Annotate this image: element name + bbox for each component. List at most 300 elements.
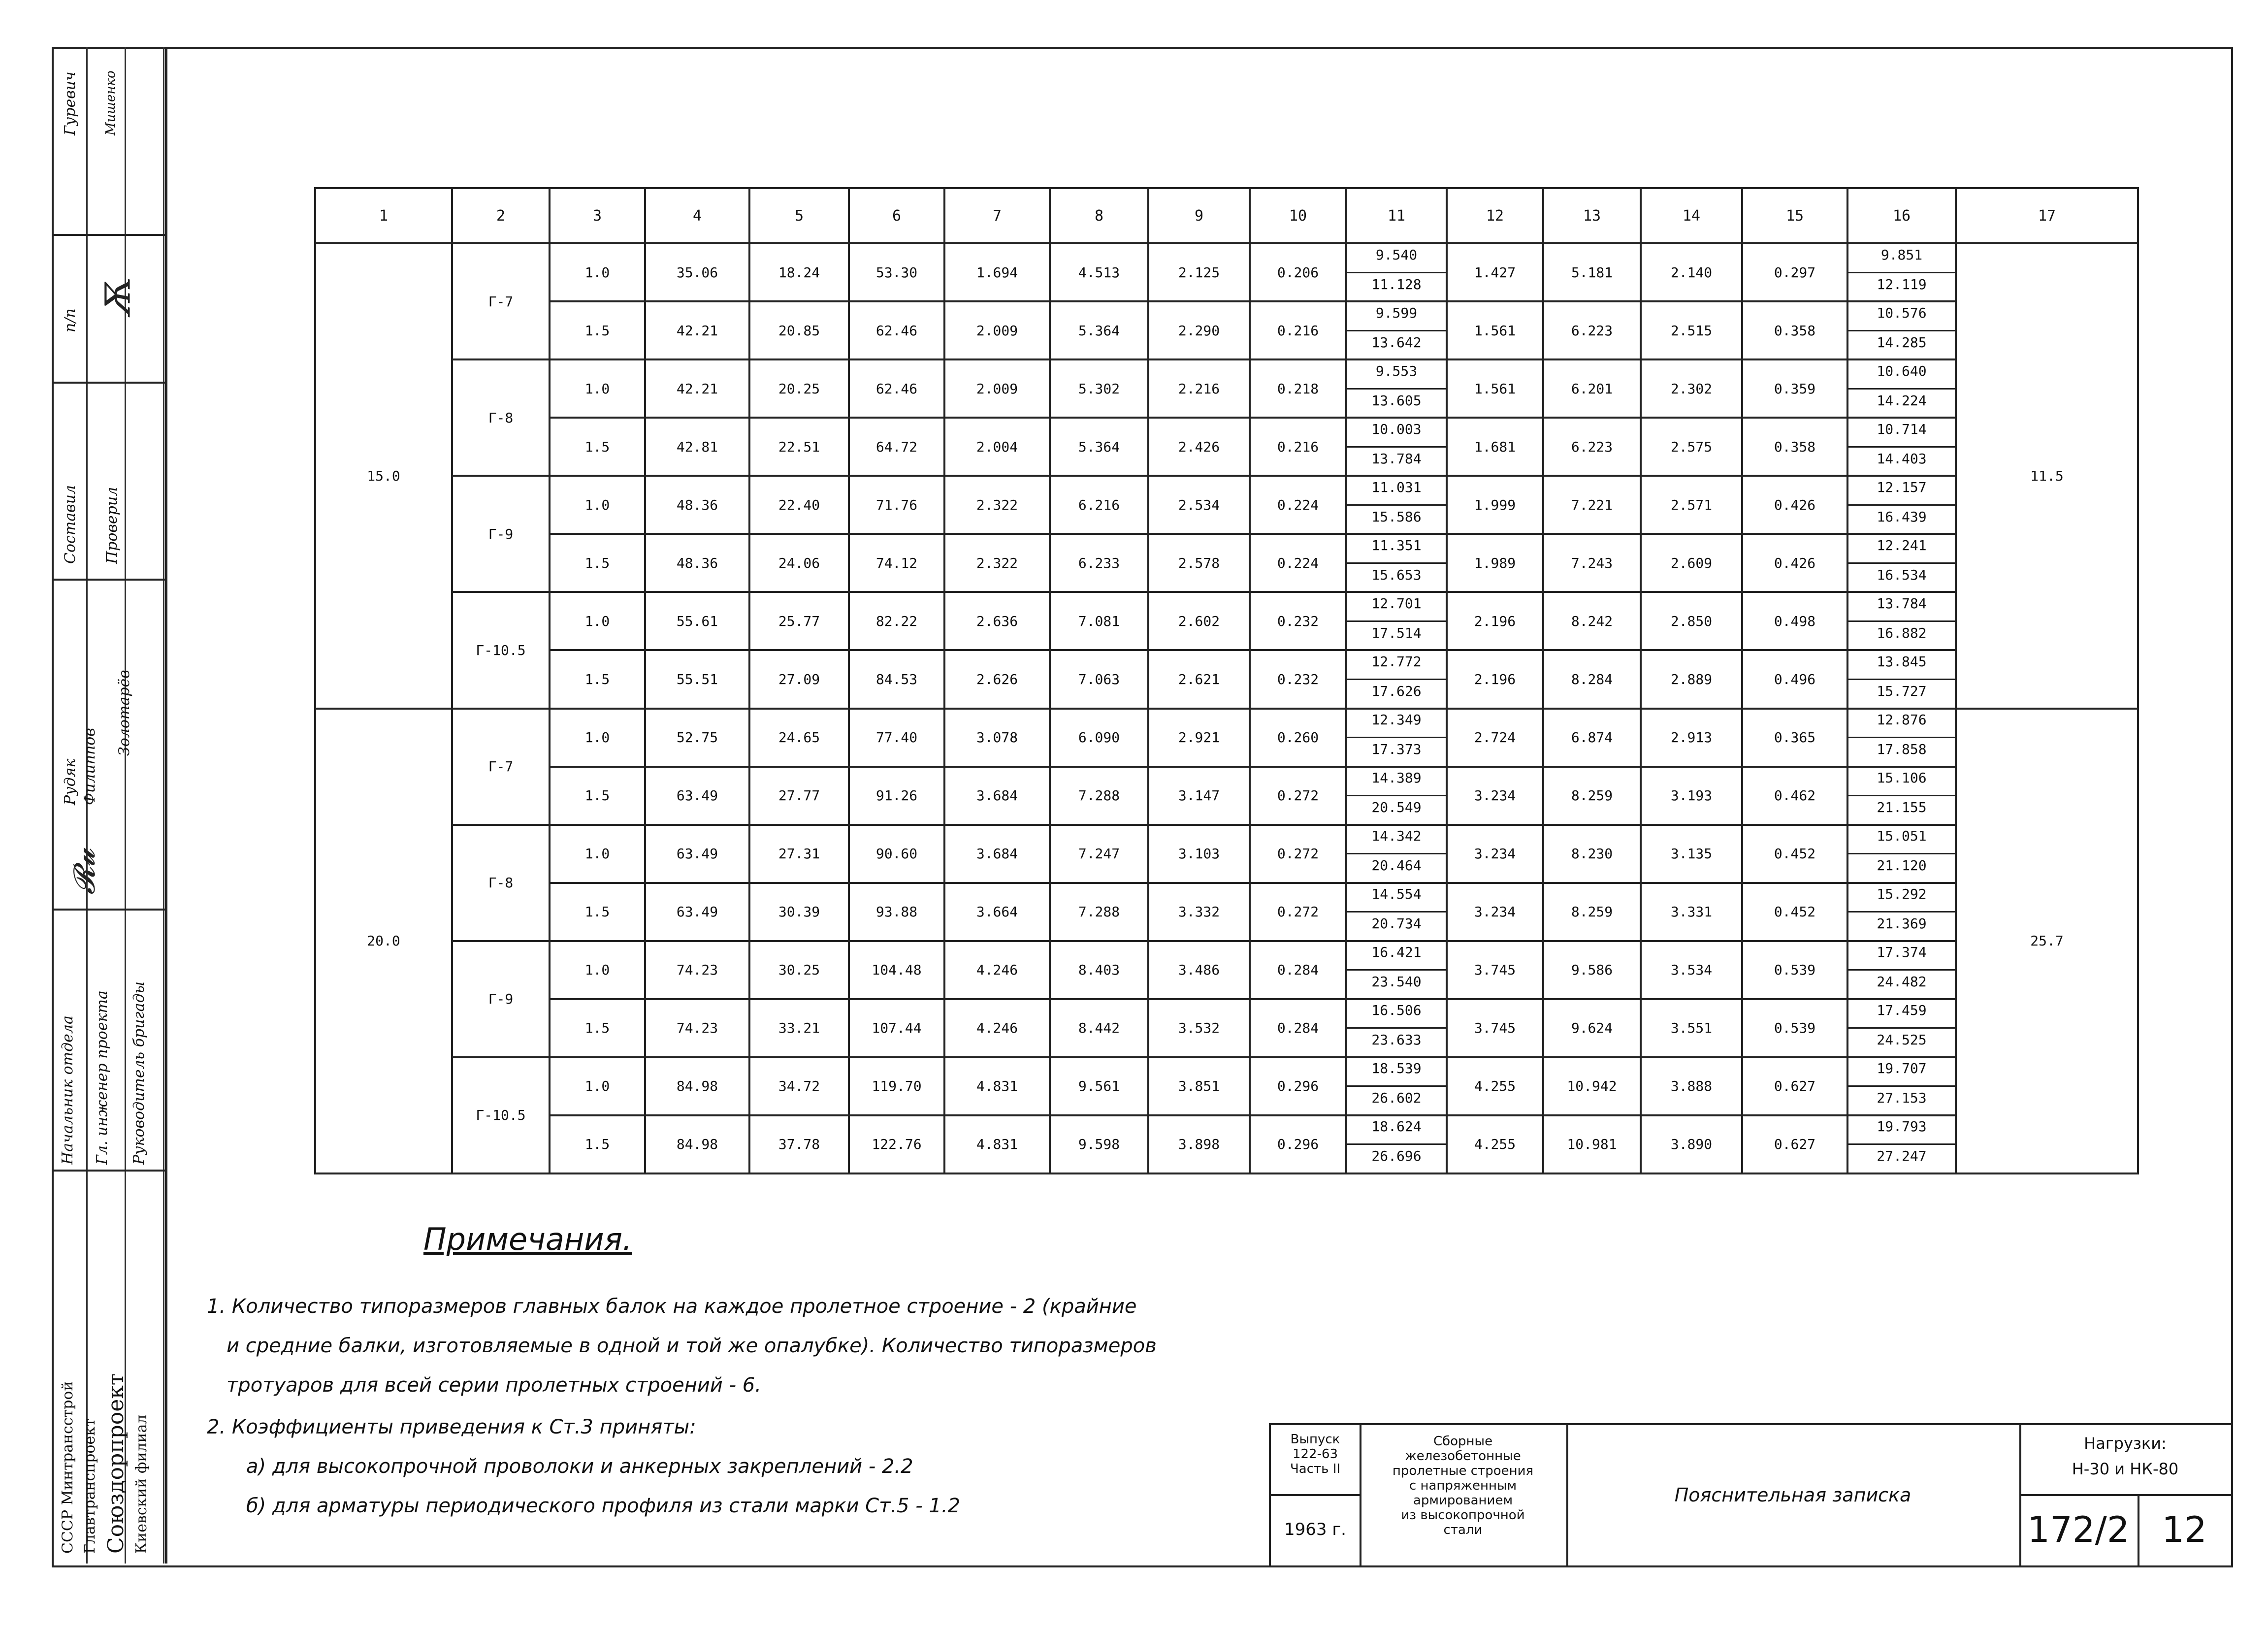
split-value-top: 9.851 (1848, 244, 1955, 273)
value-cell: 3.135 (1641, 825, 1742, 883)
value-cell: 74.12 (849, 534, 944, 592)
table-row (315, 1115, 2138, 1173)
value-cell: 1.0 (550, 243, 645, 301)
value-cell: 2.575 (1641, 418, 1742, 476)
note-line-6: б) для арматуры периодического профиля из стали марки Ст.5 - 1.2 (246, 1495, 961, 1517)
value-cell: 1.5 (550, 1115, 645, 1173)
split-value-top: 19.793 (1848, 1115, 1955, 1145)
value-cell: 1.5 (550, 883, 645, 941)
split-value-cell (1847, 709, 1956, 767)
beam-type-cell: Г-7 (452, 709, 550, 825)
value-cell: 2.571 (1641, 476, 1742, 534)
table-row (315, 825, 2138, 883)
value-cell: 5.181 (1543, 243, 1641, 301)
value-cell: 3.331 (1641, 883, 1742, 941)
value-cell: 27.09 (749, 650, 849, 708)
split-value-top: 10.576 (1848, 302, 1955, 331)
sidebar-label-checked: Проверил (103, 487, 121, 564)
table-row (315, 359, 2138, 418)
split-value-top: 19.707 (1848, 1057, 1955, 1087)
table-row (315, 999, 2138, 1057)
split-value-bottom: 12.119 (1877, 276, 1927, 293)
value-cell: 22.40 (749, 476, 849, 534)
beam-type-cell: Г-10.5 (452, 1057, 550, 1173)
split-value-top: 14.342 (1347, 825, 1446, 854)
value-cell: 62.46 (849, 359, 944, 418)
signature-mark-1: Ѫ (97, 279, 138, 318)
split-value-cell (1847, 476, 1956, 534)
value-cell: 3.486 (1148, 941, 1250, 999)
value-cell: 2.724 (1447, 709, 1543, 767)
value-cell: 0.462 (1742, 767, 1847, 825)
value-cell: 34.72 (749, 1057, 849, 1115)
value-cell: 8.259 (1543, 883, 1641, 941)
value-cell: 42.21 (645, 359, 749, 418)
value-cell: 1.5 (550, 650, 645, 708)
split-value-top: 18.539 (1347, 1057, 1446, 1087)
value-cell: 8.242 (1543, 592, 1641, 650)
value-cell: 18.24 (749, 243, 849, 301)
sidebar-label-gurevich: Гуревич (62, 71, 79, 135)
split-value-bottom: 15.727 (1877, 683, 1927, 699)
value-cell: 2.913 (1641, 709, 1742, 767)
value-cell: 3.103 (1148, 825, 1250, 883)
sidebar-name-2: Филиппов (81, 728, 98, 805)
sidebar-label-pp: п/п (62, 308, 79, 332)
value-cell: 1.0 (550, 592, 645, 650)
split-value-cell (1346, 650, 1447, 708)
value-cell: 8.259 (1543, 767, 1641, 825)
note-line-1: 1. Количество типоразмеров главных балок на каждое пролетное строение - 2 (крайние (207, 1295, 1137, 1318)
split-value-cell (1847, 301, 1956, 359)
value-cell: 119.70 (849, 1057, 944, 1115)
split-value-top: 15.292 (1848, 883, 1955, 912)
header-cell: 7 (944, 188, 1050, 243)
split-value-bottom: 21.120 (1877, 857, 1927, 874)
value-cell: 0.284 (1250, 999, 1346, 1057)
value-cell: 2.302 (1641, 359, 1742, 418)
stamp-sheet-number: 172/2 (2019, 1494, 2139, 1565)
table-row (315, 941, 2138, 999)
span-length-cell: 15.0 (315, 243, 452, 709)
value-cell: 2.290 (1148, 301, 1250, 359)
split-value-top: 10.003 (1347, 418, 1446, 448)
split-value-cell (1847, 883, 1956, 941)
stamp-load (2019, 1425, 2233, 1496)
value-cell: 2.636 (944, 592, 1050, 650)
value-cell: 3.234 (1447, 883, 1543, 941)
value-cell: 20.25 (749, 359, 849, 418)
value-cell: 3.684 (944, 767, 1050, 825)
value-cell: 6.223 (1543, 418, 1641, 476)
beam-type-cell: Г-9 (452, 941, 550, 1057)
value-cell: 2.850 (1641, 592, 1742, 650)
value-cell: 6.874 (1543, 709, 1641, 767)
value-cell: 91.26 (849, 767, 944, 825)
value-cell: 25.77 (749, 592, 849, 650)
value-cell: 9.598 (1050, 1115, 1148, 1173)
value-cell: 24.06 (749, 534, 849, 592)
value-cell: 6.223 (1543, 301, 1641, 359)
value-cell: 4.831 (944, 1057, 1050, 1115)
value-cell: 2.626 (944, 650, 1050, 708)
value-cell: 9.586 (1543, 941, 1641, 999)
header-cell: 13 (1543, 188, 1641, 243)
title-stamp (1269, 1423, 2231, 1565)
value-cell: 0.206 (1250, 243, 1346, 301)
split-value-bottom: 13.605 (1371, 392, 1422, 409)
split-value-bottom: 14.285 (1877, 334, 1927, 351)
note-line-4: 2. Коэффициенты приведения к Ст.3 приняты: (207, 1416, 696, 1438)
split-value-cell (1847, 825, 1956, 883)
value-cell: 1.999 (1447, 476, 1543, 534)
table-row (315, 243, 2138, 301)
header-cell: 6 (849, 188, 944, 243)
split-value-cell (1847, 592, 1956, 650)
split-value-bottom: 24.525 (1877, 1032, 1927, 1048)
value-cell: 1.5 (550, 301, 645, 359)
value-cell: 0.296 (1250, 1115, 1346, 1173)
sidebar-title-block (52, 47, 167, 1564)
value-cell: 0.218 (1250, 359, 1346, 418)
value-cell: 1.5 (550, 767, 645, 825)
value-cell: 3.534 (1641, 941, 1742, 999)
split-value-top: 14.554 (1347, 883, 1446, 912)
value-cell: 4.831 (944, 1115, 1050, 1173)
split-value-top: 14.389 (1347, 767, 1446, 796)
value-cell: 2.534 (1148, 476, 1250, 534)
split-value-cell (1847, 243, 1956, 301)
beam-type-cell: Г-8 (452, 359, 550, 476)
split-value-bottom: 17.373 (1371, 741, 1422, 758)
value-cell: 1.561 (1447, 301, 1543, 359)
value-cell: 0.539 (1742, 941, 1847, 999)
value-cell: 3.078 (944, 709, 1050, 767)
header-cell: 2 (452, 188, 550, 243)
value-cell: 30.25 (749, 941, 849, 999)
value-cell: 24.65 (749, 709, 849, 767)
value-cell: 2.602 (1148, 592, 1250, 650)
value-cell: 0.358 (1742, 418, 1847, 476)
value-cell: 74.23 (645, 941, 749, 999)
split-value-cell (1346, 709, 1447, 767)
stamp-series-line-2: железобетонные (1405, 1449, 1521, 1464)
split-value-cell (1346, 243, 1447, 301)
split-value-top: 17.459 (1848, 999, 1955, 1029)
value-cell: 0.627 (1742, 1057, 1847, 1115)
value-cell: 0.272 (1250, 767, 1346, 825)
table-row (315, 592, 2138, 650)
split-value-cell (1847, 767, 1956, 825)
sidebar-label-composed: Составил (62, 485, 79, 564)
split-value-top: 11.351 (1347, 534, 1446, 564)
value-cell: 0.284 (1250, 941, 1346, 999)
stamp-series-line-4: с напряженным (1409, 1478, 1517, 1493)
value-cell: 2.125 (1148, 243, 1250, 301)
split-value-bottom: 27.247 (1877, 1148, 1927, 1165)
value-cell: 82.22 (849, 592, 944, 650)
value-cell: 77.40 (849, 709, 944, 767)
value-cell: 2.216 (1148, 359, 1250, 418)
value-cell: 0.358 (1742, 301, 1847, 359)
split-value-top: 11.031 (1347, 476, 1446, 506)
split-value-bottom: 24.482 (1877, 974, 1927, 990)
split-value-bottom: 23.633 (1371, 1032, 1422, 1048)
stamp-doc-title: Пояснительная записка (1566, 1425, 2021, 1565)
split-value-bottom: 16.882 (1877, 624, 1927, 641)
value-cell: 9.624 (1543, 999, 1641, 1057)
split-value-bottom: 21.369 (1877, 915, 1927, 932)
value-cell: 107.44 (849, 999, 944, 1057)
split-value-top: 12.772 (1347, 651, 1446, 680)
value-cell: 0.539 (1742, 999, 1847, 1057)
value-cell: 0.426 (1742, 534, 1847, 592)
split-value-top: 12.157 (1848, 476, 1955, 506)
value-cell: 0.232 (1250, 592, 1346, 650)
split-value-cell (1847, 1115, 1956, 1173)
value-cell: 4.255 (1447, 1057, 1543, 1115)
value-cell: 0.216 (1250, 301, 1346, 359)
value-cell: 1.5 (550, 999, 645, 1057)
split-value-cell (1346, 1057, 1447, 1115)
value-cell: 0.216 (1250, 418, 1346, 476)
value-cell: 55.51 (645, 650, 749, 708)
header-cell: 12 (1447, 188, 1543, 243)
stamp-issue-part: Часть II (1290, 1462, 1341, 1476)
value-cell: 2.009 (944, 359, 1050, 418)
value-cell: 122.76 (849, 1115, 944, 1173)
value-cell: 1.694 (944, 243, 1050, 301)
value-cell: 3.664 (944, 883, 1050, 941)
table-row (315, 650, 2138, 708)
value-cell: 2.140 (1641, 243, 1742, 301)
value-cell: 27.31 (749, 825, 849, 883)
split-value-cell (1346, 592, 1447, 650)
sidebar-name-1: Рудяк (62, 758, 79, 805)
value-cell: 5.364 (1050, 301, 1148, 359)
value-cell: 2.426 (1148, 418, 1250, 476)
stamp-series (1360, 1425, 1568, 1565)
split-value-cell (1847, 359, 1956, 418)
value-cell: 6.233 (1050, 534, 1148, 592)
table-row (315, 709, 2138, 767)
value-cell: 7.288 (1050, 767, 1148, 825)
value-cell: 8.442 (1050, 999, 1148, 1057)
value-cell: 0.452 (1742, 825, 1847, 883)
value-cell: 27.77 (749, 767, 849, 825)
value-cell: 9.561 (1050, 1057, 1148, 1115)
split-value-bottom: 16.534 (1877, 566, 1927, 583)
split-value-cell (1847, 534, 1956, 592)
value-cell: 37.78 (749, 1115, 849, 1173)
value-cell: 2.196 (1447, 592, 1543, 650)
stamp-issue-number: 122-63 (1292, 1447, 1338, 1462)
value-cell: 74.23 (645, 999, 749, 1057)
split-value-cell (1847, 1057, 1956, 1115)
split-value-top: 15.051 (1848, 825, 1955, 854)
split-value-bottom: 15.653 (1371, 566, 1422, 583)
sidebar-label-mishenko: Мишенко (103, 70, 118, 135)
stamp-load-value: Н-30 и НК-80 (2072, 1460, 2179, 1478)
header-cell: 16 (1847, 188, 1956, 243)
split-value-top: 16.421 (1347, 941, 1446, 971)
value-cell: 22.51 (749, 418, 849, 476)
value-cell: 2.578 (1148, 534, 1250, 592)
split-value-bottom: 14.224 (1877, 392, 1927, 409)
value-cell: 0.272 (1250, 825, 1346, 883)
data-table (314, 187, 2139, 1174)
value-cell: 2.621 (1148, 650, 1250, 708)
signature-mark-2: 𝓡𝓾 (67, 848, 102, 895)
beam-type-cell: Г-7 (452, 243, 550, 359)
sidebar-org-1: СССР Минтрансстрой (59, 1381, 76, 1554)
value-cell: 4.513 (1050, 243, 1148, 301)
value-cell: 0.260 (1250, 709, 1346, 767)
split-value-top: 9.553 (1347, 360, 1446, 390)
beam-type-cell: Г-8 (452, 825, 550, 941)
header-cell: 3 (550, 188, 645, 243)
value-cell: 2.889 (1641, 650, 1742, 708)
notes-title: Примечания. (423, 1221, 632, 1257)
split-value-top: 17.374 (1848, 941, 1955, 971)
split-value-cell (1346, 1115, 1447, 1173)
value-cell: 0.496 (1742, 650, 1847, 708)
value-cell: 10.981 (1543, 1115, 1641, 1173)
value-cell: 7.081 (1050, 592, 1148, 650)
split-value-cell (1847, 941, 1956, 999)
value-cell: 6.201 (1543, 359, 1641, 418)
value-cell: 4.255 (1447, 1115, 1543, 1173)
value-cell: 5.364 (1050, 418, 1148, 476)
value-cell: 33.21 (749, 999, 849, 1057)
split-value-cell (1847, 650, 1956, 708)
value-cell: 0.498 (1742, 592, 1847, 650)
split-value-cell (1346, 941, 1447, 999)
value-cell: 1.427 (1447, 243, 1543, 301)
value-cell: 0.296 (1250, 1057, 1346, 1115)
header-cell: 5 (749, 188, 849, 243)
header-cell: 14 (1641, 188, 1742, 243)
stamp-year: 1963 г. (1271, 1494, 1361, 1565)
sidebar-org-4: Киевский филиал (133, 1414, 150, 1554)
value-cell: 2.322 (944, 534, 1050, 592)
split-value-bottom: 20.549 (1371, 799, 1422, 816)
value-cell: 3.888 (1641, 1057, 1742, 1115)
header-cell: 9 (1148, 188, 1250, 243)
value-cell: 0.426 (1742, 476, 1847, 534)
header-cell: 1 (315, 188, 452, 243)
value-cell: 55.61 (645, 592, 749, 650)
value-cell: 3.147 (1148, 767, 1250, 825)
split-value-top: 12.876 (1848, 709, 1955, 738)
stamp-issue (1271, 1425, 1361, 1496)
split-value-top: 13.784 (1848, 592, 1955, 622)
split-value-top: 15.106 (1848, 767, 1955, 796)
value-cell: 93.88 (849, 883, 944, 941)
split-value-bottom: 20.464 (1371, 857, 1422, 874)
split-value-top: 16.506 (1347, 999, 1446, 1029)
split-value-top: 12.349 (1347, 709, 1446, 738)
table-row (315, 301, 2138, 359)
value-cell: 2.322 (944, 476, 1050, 534)
value-cell: 42.21 (645, 301, 749, 359)
value-cell: 1.681 (1447, 418, 1543, 476)
value-cell: 2.921 (1148, 709, 1250, 767)
value-cell: 53.30 (849, 243, 944, 301)
header-cell: 15 (1742, 188, 1847, 243)
value-cell: 3.551 (1641, 999, 1742, 1057)
value-cell: 0.627 (1742, 1115, 1847, 1173)
value-cell: 0.224 (1250, 534, 1346, 592)
split-value-top: 12.701 (1347, 592, 1446, 622)
split-value-bottom: 14.403 (1877, 450, 1927, 467)
split-value-bottom: 23.540 (1371, 974, 1422, 990)
split-value-cell (1346, 418, 1447, 476)
value-cell: 3.745 (1447, 941, 1543, 999)
stamp-page-number: 12 (2138, 1494, 2233, 1565)
split-value-top: 10.640 (1848, 360, 1955, 390)
split-value-bottom: 26.602 (1371, 1090, 1422, 1107)
value-cell: 1.0 (550, 476, 645, 534)
value-cell: 64.72 (849, 418, 944, 476)
value-cell: 2.609 (1641, 534, 1742, 592)
stamp-issue-label: Выпуск (1290, 1432, 1340, 1447)
split-value-cell (1847, 418, 1956, 476)
value-cell: 1.0 (550, 1057, 645, 1115)
value-cell: 3.890 (1641, 1115, 1742, 1173)
value-cell: 2.009 (944, 301, 1050, 359)
value-cell: 1.0 (550, 359, 645, 418)
value-cell: 20.85 (749, 301, 849, 359)
value-cell: 1.5 (550, 418, 645, 476)
value-cell: 3.332 (1148, 883, 1250, 941)
sidebar-role-3: Руководитель бригады (130, 981, 148, 1165)
split-value-top: 10.714 (1848, 418, 1955, 448)
value-cell: 1.561 (1447, 359, 1543, 418)
value-cell: 52.75 (645, 709, 749, 767)
table-row (315, 418, 2138, 476)
split-value-cell (1346, 359, 1447, 418)
value-cell: 1.0 (550, 825, 645, 883)
value-cell: 6.216 (1050, 476, 1148, 534)
header-cell: 10 (1250, 188, 1346, 243)
split-value-bottom: 17.858 (1877, 741, 1927, 758)
value-cell: 0.297 (1742, 243, 1847, 301)
value-cell: 0.232 (1250, 650, 1346, 708)
split-value-bottom: 20.734 (1371, 915, 1422, 932)
value-cell: 0.452 (1742, 883, 1847, 941)
value-cell: 5.302 (1050, 359, 1148, 418)
total-cell: 25.7 (1956, 709, 2138, 1174)
split-value-bottom: 21.155 (1877, 799, 1927, 816)
value-cell: 35.06 (645, 243, 749, 301)
note-line-3: тротуаров для всей серии пролетных строений - 6. (227, 1374, 761, 1397)
value-cell: 2.515 (1641, 301, 1742, 359)
value-cell: 90.60 (849, 825, 944, 883)
split-value-top: 9.599 (1347, 302, 1446, 331)
value-cell: 8.403 (1050, 941, 1148, 999)
sidebar-org-2: Главтранспроект (81, 1418, 98, 1554)
value-cell: 3.898 (1148, 1115, 1250, 1173)
span-length-cell: 20.0 (315, 709, 452, 1174)
value-cell: 10.942 (1543, 1057, 1641, 1115)
split-value-cell (1346, 883, 1447, 941)
note-line-5: а) для высокопрочной проволоки и анкерных закреплений - 2.2 (246, 1455, 913, 1478)
value-cell: 63.49 (645, 825, 749, 883)
value-cell: 1.0 (550, 709, 645, 767)
value-cell: 1.5 (550, 534, 645, 592)
split-value-cell (1346, 825, 1447, 883)
